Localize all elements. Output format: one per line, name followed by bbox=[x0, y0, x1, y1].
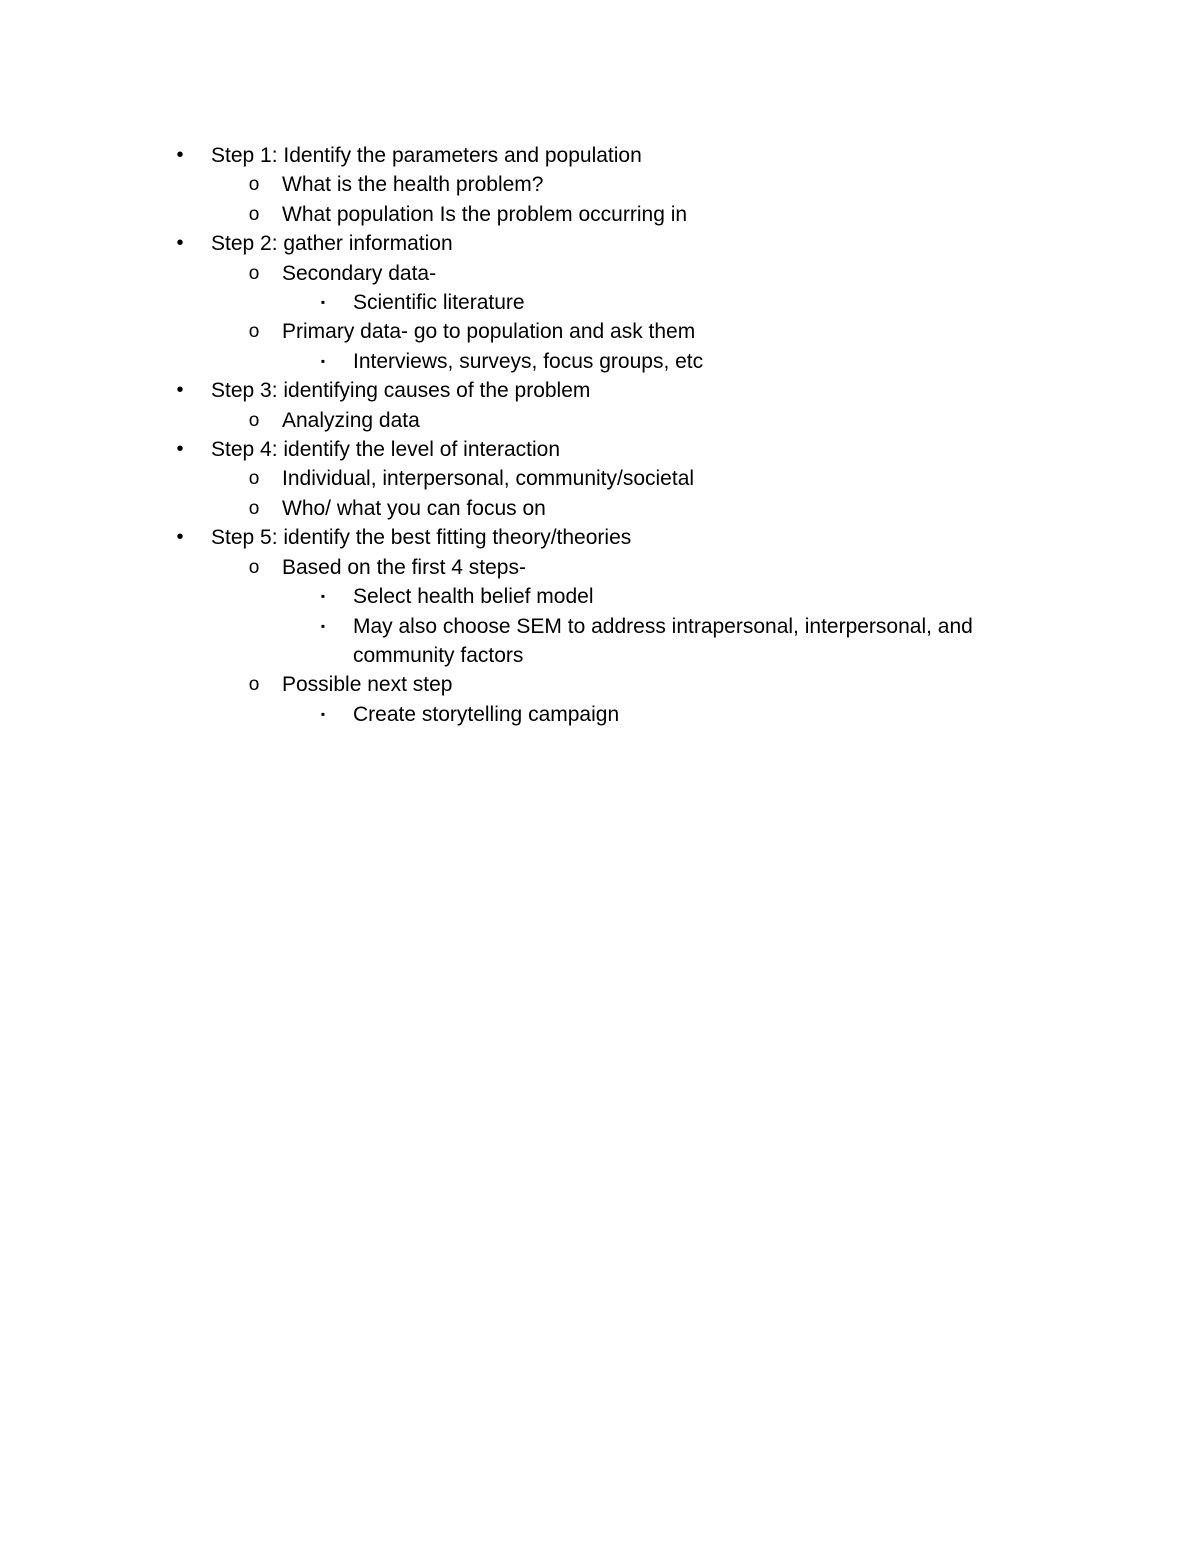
outline-item-text: What is the health problem? bbox=[282, 173, 544, 197]
bullet-circle-icon: o bbox=[248, 674, 260, 696]
bullet-disc-icon: • bbox=[176, 379, 184, 402]
outline-item-step-3 bbox=[0, 376, 1200, 405]
outline-item-text: Based on the first 4 steps- bbox=[282, 555, 526, 579]
outline-item-step-4 bbox=[0, 435, 1200, 464]
bullet-square-icon: ▪ bbox=[320, 589, 326, 604]
outline-item-text: Step 3: identifying causes of the problem bbox=[211, 379, 591, 403]
bullet-disc-icon: • bbox=[176, 526, 184, 549]
outline-item-text: Step 5: identify the best fitting theory/theories bbox=[211, 526, 632, 550]
outline-subsubitem bbox=[0, 347, 1200, 376]
outline-subitem bbox=[0, 553, 1200, 582]
bullet-circle-icon: o bbox=[248, 262, 260, 284]
outline-item-text: Analyzing data bbox=[282, 408, 420, 432]
outline-item-text: What population Is the problem occurring in bbox=[282, 202, 688, 226]
bullet-circle-icon: o bbox=[248, 468, 260, 490]
outline-item-text: Step 4: identify the level of interaction bbox=[211, 438, 561, 462]
outline-subitem bbox=[0, 317, 1200, 346]
outline-item-step-5 bbox=[0, 523, 1200, 552]
outline-subitem bbox=[0, 259, 1200, 288]
bullet-square-icon: ▪ bbox=[320, 706, 326, 721]
outline-subsubitem bbox=[0, 612, 1200, 671]
bullet-circle-icon: o bbox=[248, 321, 260, 343]
outline-list bbox=[0, 141, 1200, 729]
bullet-circle-icon: o bbox=[248, 203, 260, 225]
outline-subitem bbox=[0, 494, 1200, 523]
outline-subsubitem bbox=[0, 288, 1200, 317]
outline-subitem bbox=[0, 406, 1200, 435]
bullet-circle-icon: o bbox=[248, 497, 260, 519]
outline-subsubitem bbox=[0, 582, 1200, 611]
bullet-circle-icon: o bbox=[248, 409, 260, 431]
bullet-circle-icon: o bbox=[248, 174, 260, 196]
outline-subitem bbox=[0, 200, 1200, 229]
outline-item-text: Step 2: gather information bbox=[211, 232, 453, 256]
bullet-disc-icon: • bbox=[176, 144, 184, 166]
outline-subsubitem bbox=[0, 700, 1200, 729]
outline-subitem bbox=[0, 464, 1200, 493]
bullet-square-icon: ▪ bbox=[320, 353, 326, 368]
outline-item-text: Secondary data- bbox=[282, 261, 437, 285]
outline-item-text: Possible next step bbox=[282, 673, 453, 697]
outline-item-text: Interviews, surveys, focus groups, etc bbox=[353, 349, 704, 373]
bullet-square-icon: ▪ bbox=[320, 295, 326, 310]
bullet-circle-icon: o bbox=[248, 556, 260, 578]
bullet-disc-icon: • bbox=[176, 438, 184, 461]
outline-item-text: Step 1: Identify the parameters and population bbox=[211, 144, 642, 167]
outline-item-text: May also choose SEM to address intrapersonal, interpersonal, and community factors bbox=[353, 614, 973, 667]
outline-item-text: Select health belief model bbox=[353, 585, 594, 609]
outline-item-text: Primary data- go to population and ask them bbox=[282, 320, 696, 344]
outline-item-text: Scientific literature bbox=[353, 291, 525, 315]
outline-subitem bbox=[0, 670, 1200, 699]
outline-item-step-2 bbox=[0, 229, 1200, 258]
outline-subitem bbox=[0, 170, 1200, 199]
outline-item-text: Who/ what you can focus on bbox=[282, 496, 546, 520]
outline-item-step-1 bbox=[0, 141, 1200, 170]
bullet-square-icon: ▪ bbox=[320, 618, 326, 633]
bullet-disc-icon: • bbox=[176, 232, 184, 255]
outline-item-text: Create storytelling campaign bbox=[353, 702, 620, 726]
outline-item-text: Individual, interpersonal, community/societal bbox=[282, 467, 695, 491]
